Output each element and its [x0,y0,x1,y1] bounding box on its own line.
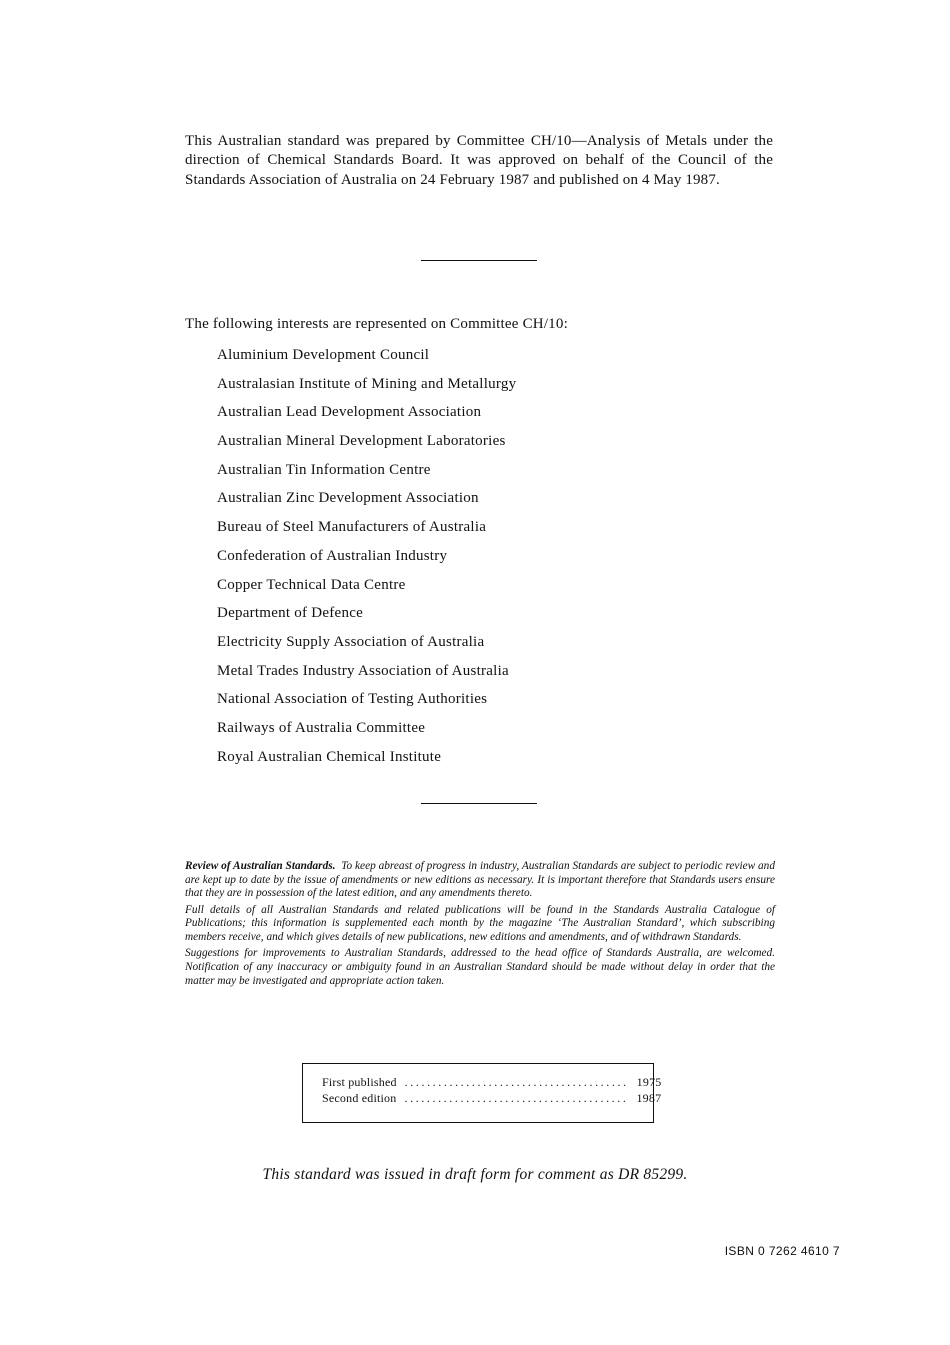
committee-member: Electricity Supply Association of Australia [217,633,485,650]
review-text-1: To keep abreast of progress in industry, Australian Standards are subject to periodic review and are kept up to date by the issue of amendments or new editions as necessary. It is important therefore that Standards users ensure that they are in possession of the latest edition, and any amendments thereto. [185,860,775,900]
isbn-number: ISBN 0 7262 4610 7 [724,1244,840,1258]
draft-note: This standard was issued in draft form for comment as DR 85299. [262,1166,688,1183]
committee-member: Confederation of Australian Industry [217,547,448,564]
committee-member: Australian Zinc Development Association [217,490,479,507]
publication-year: 1975 [636,1075,662,1089]
committee-member: Australian Lead Development Association [217,404,482,421]
committee-member-list [217,345,516,775]
section-divider-bottom [421,803,537,804]
committee-member: National Association of Testing Authorities [217,691,488,708]
committee-member: Royal Australian Chemical Institute [217,748,442,765]
review-paragraph-2: Full details of all Australian Standards and related publications will be found in the Standards Australia Catalogue of Publications; this information is supplemented each month by the magazine ‘The Australian Standard’, which subscribing members receive, and which gives details of new publications, new editions and amendments, and of withdrawn Standards. [185,903,775,944]
committee-member: Railways of Australia Committee [217,719,426,736]
publication-row [322,1074,662,1090]
publication-year: 1987 [636,1091,662,1105]
review-notice [185,860,775,991]
dot-leader: ........................................ [404,1091,629,1105]
committee-member: Bureau of Steel Manufacturers of Australia [217,519,487,536]
committee-member: Australian Mineral Development Laboratories [217,433,506,450]
dot-leader: ........................................ [404,1075,629,1089]
committee-member: Copper Technical Data Centre [217,576,406,593]
publication-label: Second edition [322,1091,397,1105]
publication-label: First published [322,1075,397,1089]
publication-history-box [302,1063,662,1123]
committee-member: Department of Defence [217,605,364,622]
committee-member: Australian Tin Information Centre [217,461,431,478]
committee-member: Metal Trades Industry Association of Australia [217,662,509,679]
review-paragraph-1 [185,860,775,901]
publication-row [322,1090,662,1106]
committee-member: Australasian Institute of Mining and Metallurgy [217,375,517,392]
section-divider-top [421,260,537,261]
intro-paragraph: This Australian standard was prepared by Committee CH/10—Analysis of Metals under the direction of Chemical Standards Board. It was approved on behalf of the Council of the Standards Association of Australia on 24 February 1987 and published on 4 May 1987. [185,133,773,188]
committee-member: Aluminium Development Council [217,347,430,363]
review-paragraph-3: Suggestions for improvements to Australian Standards, addressed to the head office of Standards Australia, are welcomed. Notification of any inaccuracy or ambiguity found in an Australian Standard should be made without delay in order that the matter may be investigated and appropriate action taken. [185,947,775,987]
committee-heading: The following interests are represented on Committee CH/10: [185,316,568,332]
review-title: Review of Australian Standards. [185,860,336,872]
